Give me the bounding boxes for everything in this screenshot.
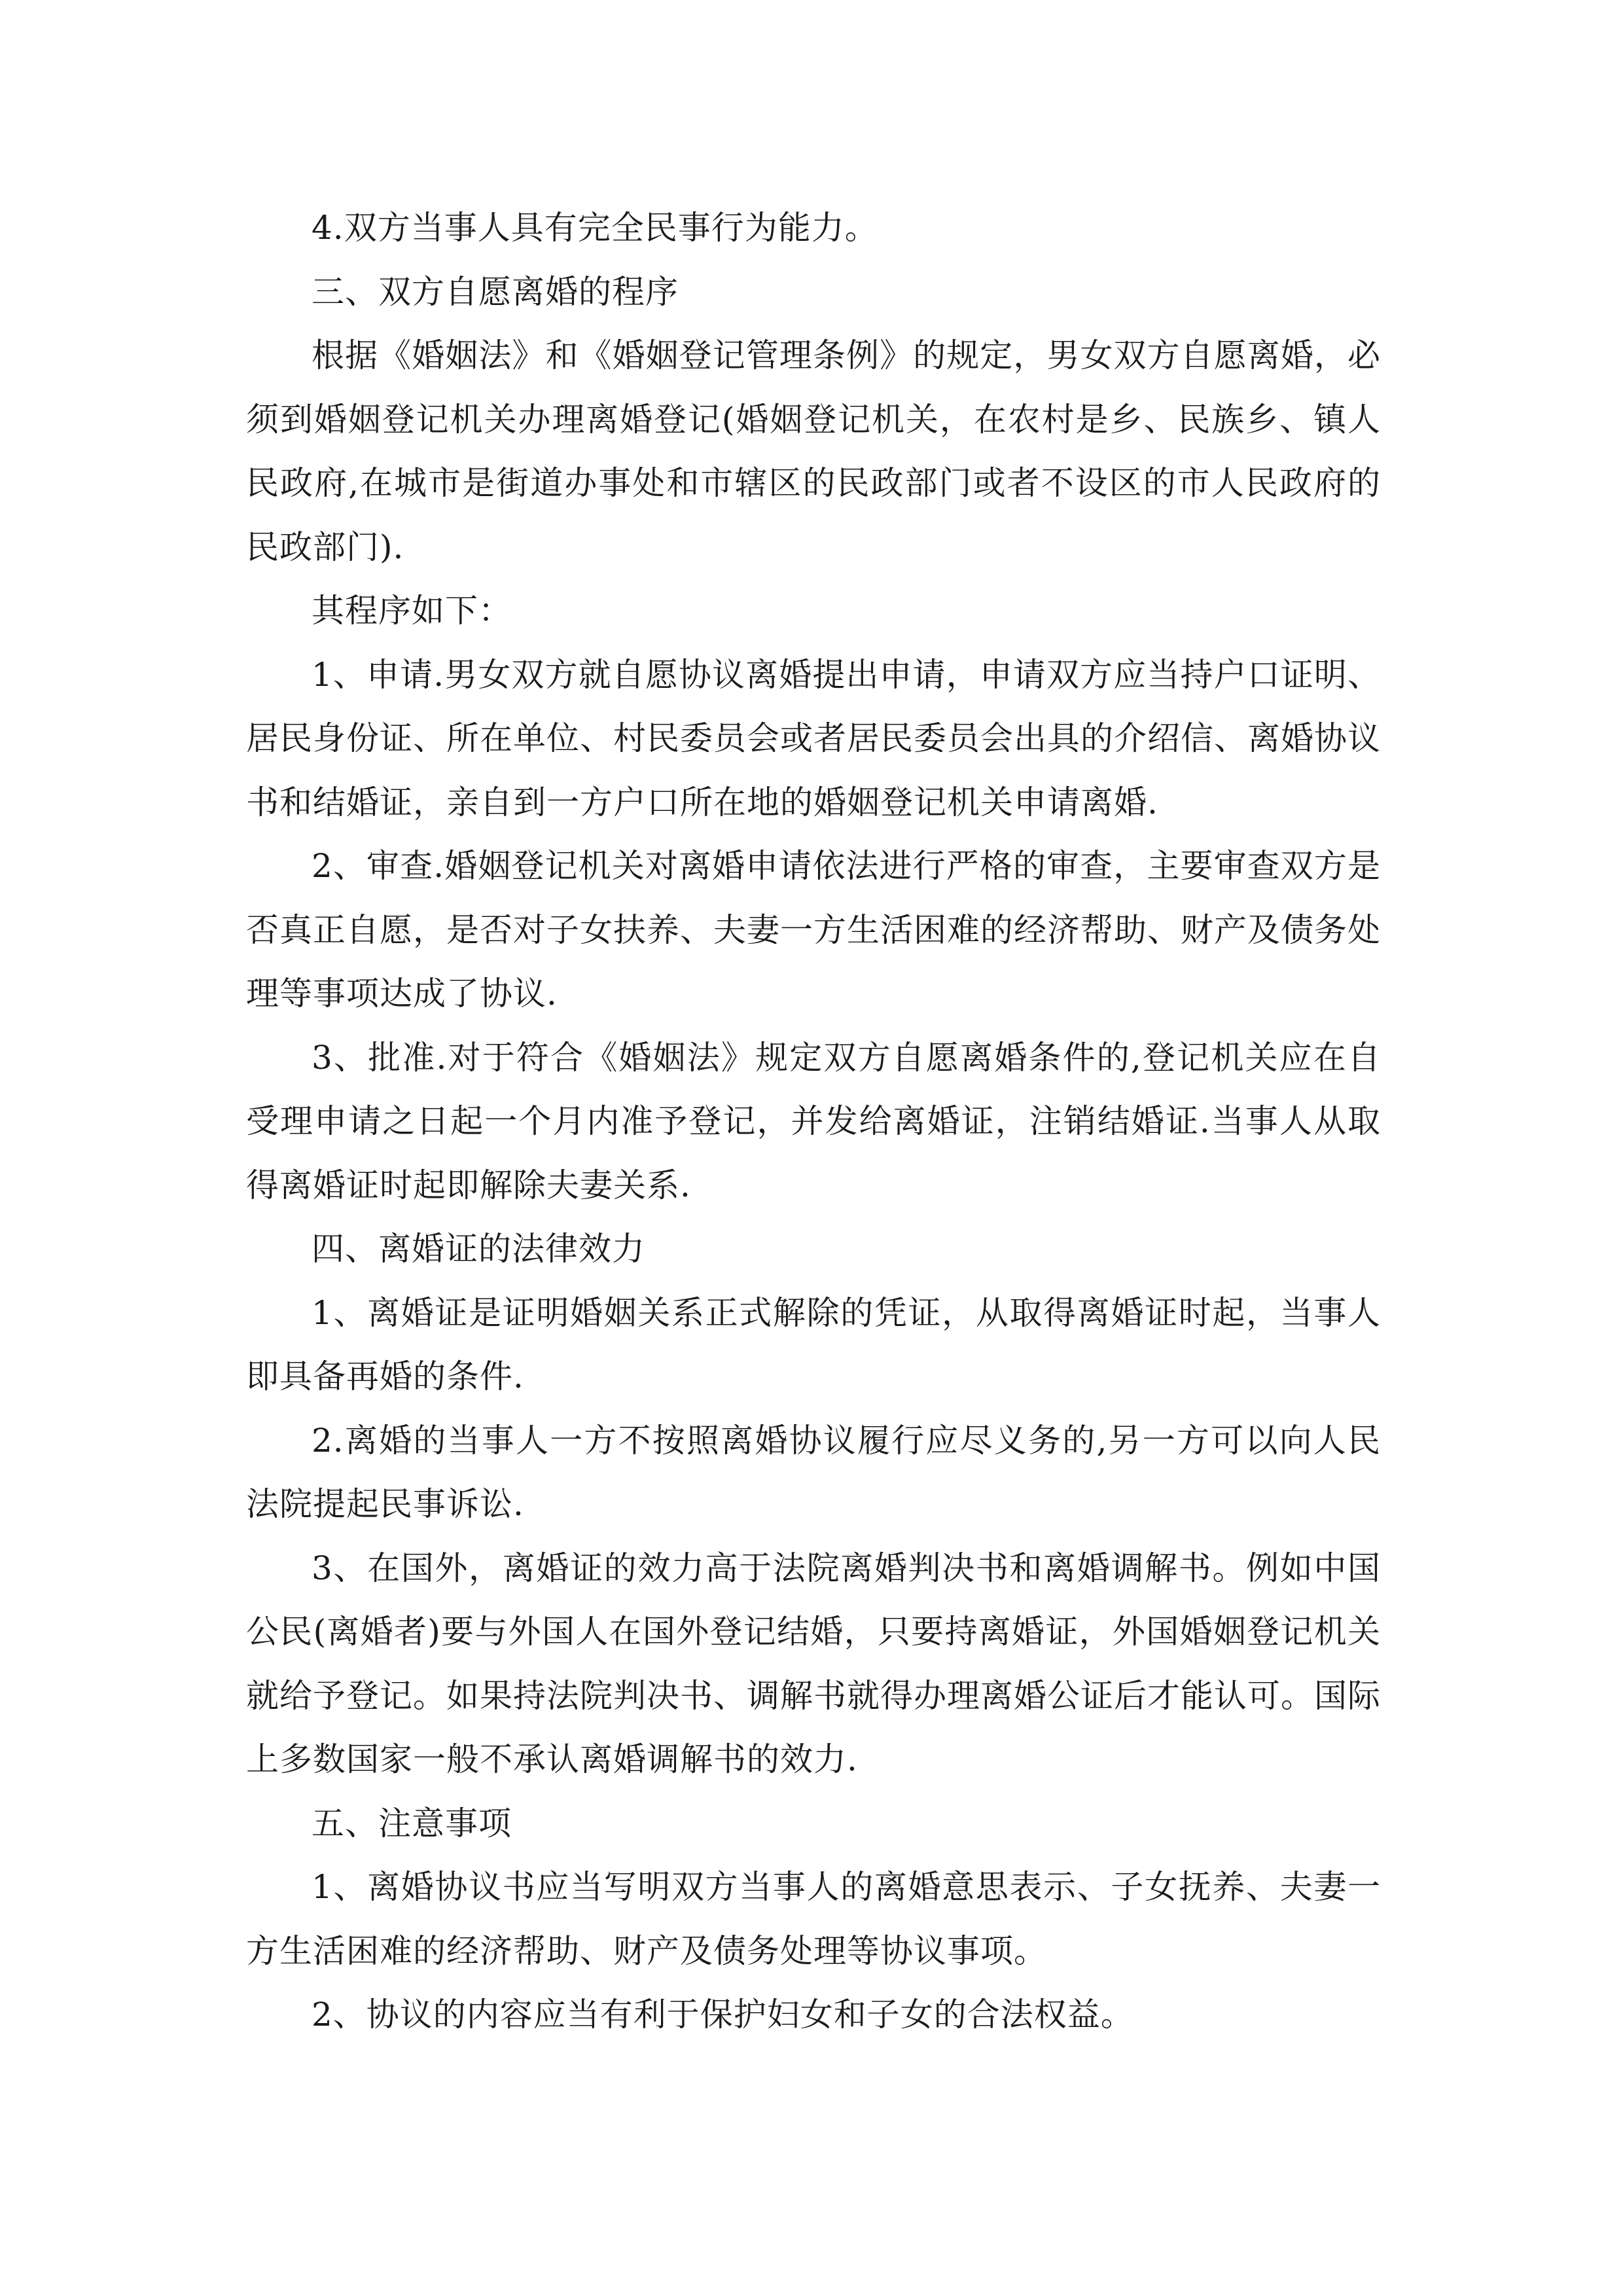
paragraph-effect-3: 3、在国外，离婚证的效力高于法院离婚判决书和离婚调解书。例如中国公民(离婚者)要与外国人在国外登记结婚，只要持离婚证，外国婚姻登记机关就给予登记。如果持法院判决书、调解书就得办理离婚公证后才能认可。国际上多数国家一般不承认离婚调解书的效力. xyxy=(246,1549,1381,1778)
paragraph-effect-2: 2.离婚的当事人一方不按照离婚协议履行应尽义务的,另一方可以向人民法院提起民事诉讼. xyxy=(246,1421,1381,1523)
heading-legal-effect: 四、离婚证的法律效力 xyxy=(312,1230,645,1268)
paragraph-step-approval: 3、批准.对于符合《婚姻法》规定双方自愿离婚条件的,登记机关应在自受理申请之日起一个月内准予登记，并发给离婚证，注销结婚证.当事人从取得离婚证时起即解除夫妻关系. xyxy=(246,1038,1381,1204)
paragraph-effect-1: 1、离婚证是证明婚姻关系正式解除的凭证，从取得离婚证时起，当事人即具备再婚的条件. xyxy=(246,1293,1381,1395)
heading-notes: 五、注意事项 xyxy=(312,1804,512,1842)
paragraph-step-application: 1、申请.男女双方就自愿协议离婚提出申请，申请双方应当持户口证明、居民身份证、所在单位、村民委员会或者居民委员会出具的介绍信、离婚协议书和结婚证，亲自到一方户口所在地的婚姻登记机关申请离婚. xyxy=(246,655,1381,821)
paragraph-capacity: 4.双方当事人具有完全民事行为能力。 xyxy=(312,209,878,247)
document-body xyxy=(246,196,1381,2047)
paragraph-note-1: 1、离婚协议书应当写明双方当事人的离婚意思表示、子女抚养、夫妻一方生活困难的经济帮助、财产及债务处理等协议事项。 xyxy=(246,1868,1381,1970)
paragraph-step-review: 2、审查.婚姻登记机关对离婚申请依法进行严格的审查，主要审查双方是否真正自愿，是否对子女扶养、夫妻一方生活困难的经济帮助、财产及债务处理等事项达成了协议. xyxy=(246,847,1381,1013)
heading-procedure: 三、双方自愿离婚的程序 xyxy=(312,272,679,311)
paragraph-legal-basis: 根据《婚姻法》和《婚姻登记管理条例》的规定，男女双方自愿离婚，必须到婚姻登记机关办理离婚登记(婚姻登记机关，在农村是乡、民族乡、镇人民政府,在城市是街道办事处和市辖区的民政部门或者不设区的市人民政府的民政部门). xyxy=(246,336,1381,566)
paragraph-procedure-intro: 其程序如下： xyxy=(312,592,512,630)
paragraph-note-2: 2、协议的内容应当有利于保护妇女和子女的合法权益。 xyxy=(312,1996,1134,2034)
